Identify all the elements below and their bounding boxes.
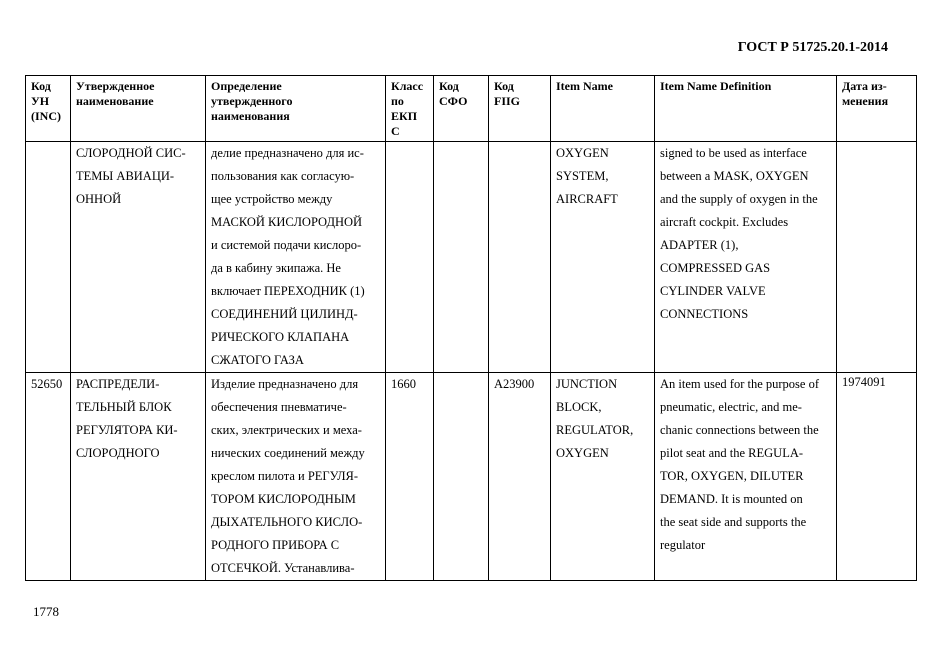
cell-sfo: [434, 142, 489, 373]
cell-approved-name: СЛОРОДНОЙ СИС- ТЕМЫ АВИАЦИ- ОННОЙ: [71, 142, 206, 373]
col-header-sfo: Код СФО: [434, 76, 489, 142]
table-header-row: [26, 76, 917, 142]
col-header-class: Класс по ЕКП С: [386, 76, 434, 142]
cell-item-name: OXYGEN SYSTEM, AIRCRAFT: [551, 142, 655, 373]
cell-inc: [26, 142, 71, 373]
document-code: ГОСТ Р 51725.20.1-2014: [737, 40, 888, 55]
cell-inc: 52650: [26, 373, 71, 581]
cell-approved-name: РАСПРЕДЕЛИ- ТЕЛЬНЫЙ БЛОК РЕГУЛЯТОРА КИ- СЛОРОДНОГО: [71, 373, 206, 581]
cell-fiig: [489, 142, 551, 373]
cell-item-name: JUNCTION BLOCK, REGULATOR, OXYGEN: [551, 373, 655, 581]
cell-sfo: [434, 373, 489, 581]
col-header-item-definition: Item Name Definition: [655, 76, 837, 142]
col-header-item-name: Item Name: [551, 76, 655, 142]
cell-fiig: A23900: [489, 373, 551, 581]
catalog-table: [25, 75, 917, 581]
page-number: 1778: [33, 604, 59, 619]
col-header-fiig: Код FIIG: [489, 76, 551, 142]
table-row: [26, 373, 917, 581]
col-header-definition: Определение утвержденного наименования: [206, 76, 386, 142]
col-header-date: Дата из- менения: [837, 76, 917, 142]
col-header-inc: Код УН (INC): [26, 76, 71, 142]
cell-definition: Изделие предназначено для обеспечения пневматиче- ских, электрических и меха- нических соединений между креслом пилота и РЕГУЛЯ- ТОРОМ КИСЛОРОДНЫМ ДЫХАТЕЛЬНОГО КИСЛО- РОДНОГО ПРИБОРА С ОТСЕЧКОЙ. Устанавлива-: [206, 373, 386, 581]
cell-class: [386, 142, 434, 373]
cell-date: [837, 142, 917, 373]
cell-definition: делие предназначено для ис- пользования как согласую- щее устройство между МАСКОЙ КИСЛОРОДНОЙ и системой подачи кислоро- да в кабину экипажа. Не включает ПЕРЕХОДНИК (1) СОЕДИНЕНИЙ ЦИЛИНД- РИЧЕСКОГО КЛАПАНА СЖАТОГО ГАЗА: [206, 142, 386, 373]
col-header-approved-name: Утвержденное наименование: [71, 76, 206, 142]
cell-date: 1974091: [837, 373, 917, 581]
cell-item-definition: An item used for the purpose of pneumatic, electric, and me- chanic connections between the pilot seat and the REGULA- TOR, OXYGEN, DILUTER DEMAND. It is mounted on the seat side and supports the regulator: [655, 373, 837, 581]
cell-class: 1660: [386, 373, 434, 581]
table-row: [26, 142, 917, 373]
cell-item-definition: signed to be used as interface between a MASK, OXYGEN and the supply of oxygen in the aircraft cockpit. Excludes ADAPTER (1), COMPRESSED GAS CYLINDER VALVE CONNECTIONS: [655, 142, 837, 373]
